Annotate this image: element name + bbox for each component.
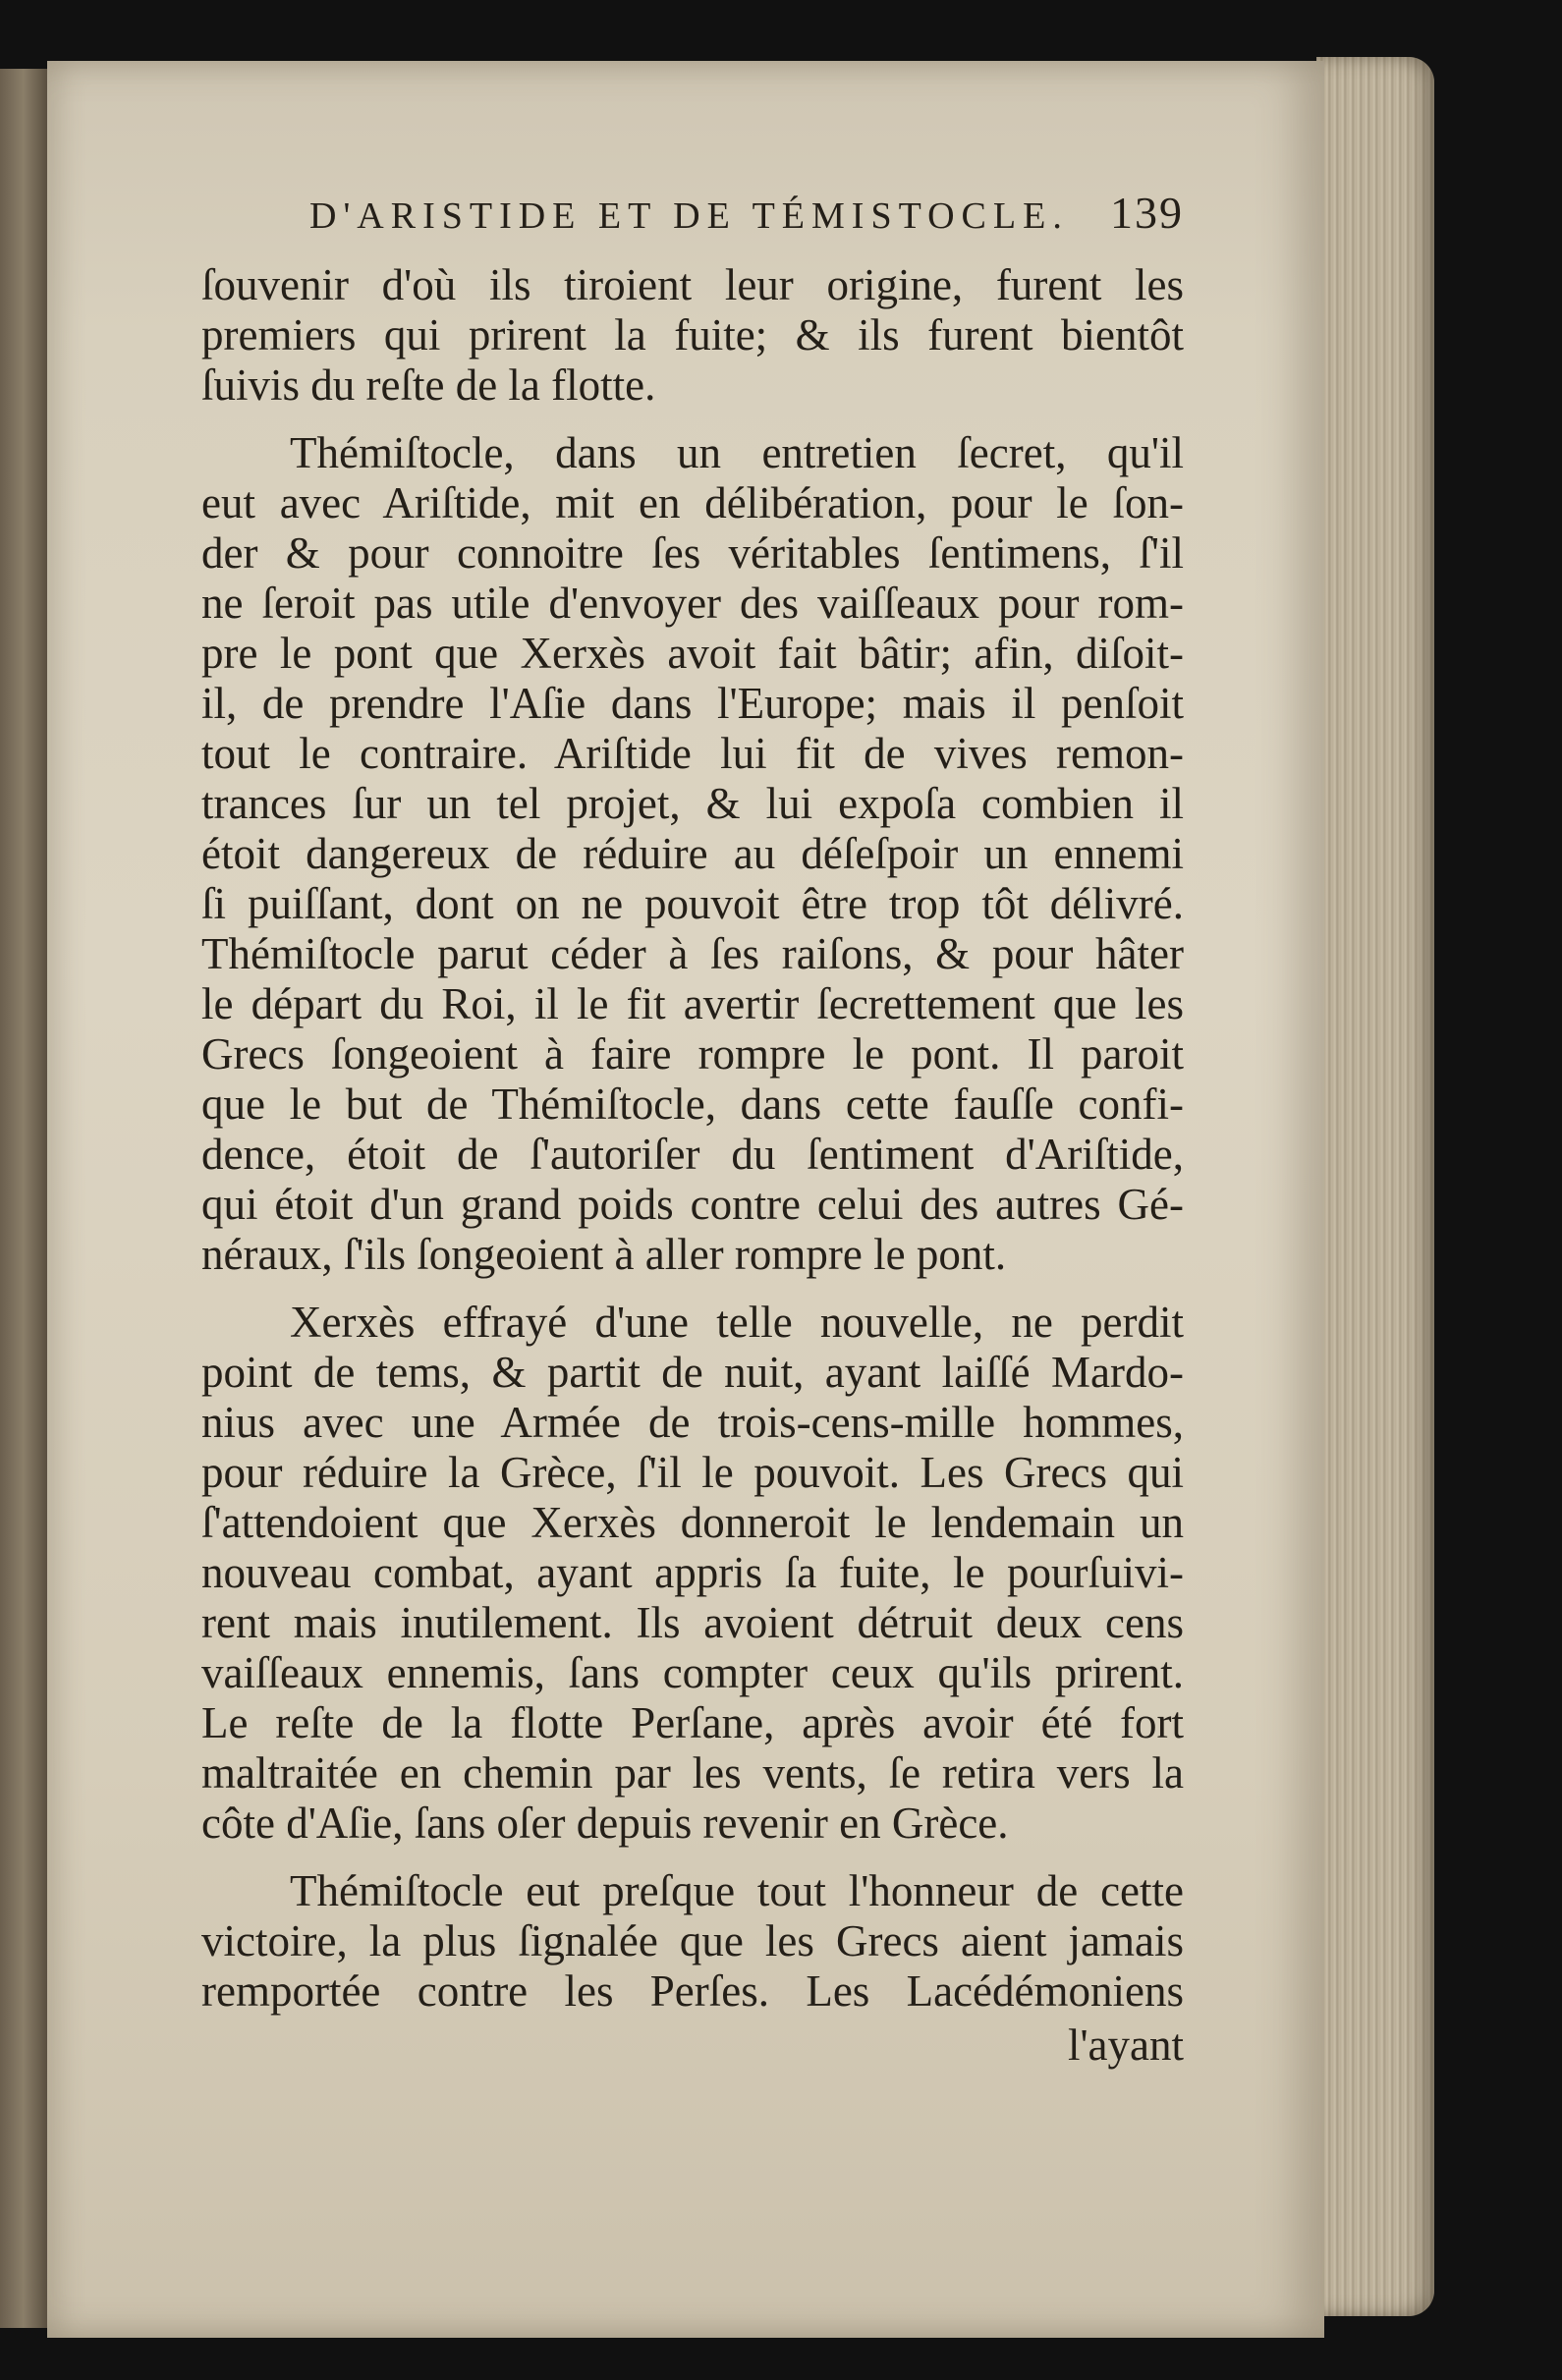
text-line: Thémiſtocle parut céder à ſes raiſons, & pour hâter [201,929,1184,978]
text-line: ne ſeroit pas utile d'envoyer des vaiſſeaux pour rom- [201,579,1184,628]
text-line: ſuivis du reſte de la flotte. [201,360,656,410]
text-line: il, de prendre l'Aſie dans l'Europe; mais il penſoit [201,679,1184,728]
paragraph-1 [201,260,1184,411]
running-header [201,187,1184,239]
text-line: premiers qui prirent la fuite; & ils furent bientôt [201,310,1184,360]
text-line: ſouvenir d'où ils tiroient leur origine, furent les [201,260,1184,309]
running-title: D'ARISTIDE ET DE TÉMISTOCLE. [309,195,1069,237]
text-line: trances ſur un tel projet, & lui expoſa combien il [201,779,1184,828]
text-line: Le reſte de la flotte Perſane, après avoir été fort [201,1698,1184,1747]
text-line: vaiſſeaux ennemis, ſans compter ceux qu'ils prirent. [201,1648,1184,1697]
paragraph-3 [201,1298,1184,1849]
paragraph-2 [201,428,1184,1280]
text-line: Thémiſtocle eut preſque tout l'honneur de cette [290,1866,1184,1915]
page-number: 139 [1110,188,1184,238]
text-line: remportée contre les Perſes. Les Lacédémoniens [201,1966,1184,2016]
text-line: Thémiſtocle, dans un entretien ſecret, qu'il [290,428,1184,477]
text-line: point de tems, & partit de nuit, ayant laiſſé Mardo- [201,1348,1184,1397]
text-line: ſi puiſſant, dont on ne pouvoit être trop tôt délivré. [201,879,1184,928]
text-line: der & pour connoitre ſes véritables ſentimens, ſ'il [201,528,1184,578]
text-line: néraux, ſ'ils ſongeoient à aller rompre le pont. [201,1230,1007,1279]
text-line: que le but de Thémiſtocle, dans cette fauſſe confi- [201,1079,1184,1129]
text-line: ſ'attendoient que Xerxès donneroit le lendemain un [201,1498,1184,1547]
text-line: côte d'Aſie, ſans oſer depuis revenir en Grèce. [201,1799,1009,1848]
text-line: tout le contraire. Ariſtide lui fit de vives remon- [201,729,1184,778]
text-line: rent mais inutilement. Ils avoient détruit deux cens [201,1598,1184,1647]
page-fore-edge [1316,57,1434,2316]
text-line: nouveau combat, ayant appris ſa fuite, le pourſuivi- [201,1548,1184,1597]
text-line: maltraitée en chemin par les vents, ſe retira vers la [201,1748,1184,1798]
text-line: victoire, la plus ſignalée que les Grecs aient jamais [201,1916,1184,1965]
text-line: Xerxès effrayé d'une telle nouvelle, ne perdit [290,1298,1184,1347]
paragraph-4 [201,1866,1184,2017]
text-line: Grecs ſongeoient à faire rompre le pont. Il paroit [201,1029,1184,1079]
text-line: pour réduire la Grèce, ſ'il le pouvoit. Les Grecs qui [201,1448,1184,1497]
text-line: dence, étoit de ſ'autoriſer du ſentiment d'Ariſtide, [201,1130,1184,1179]
catchword: l'ayant [1067,2020,1184,2070]
page-text [201,187,1184,2071]
text-line: le départ du Roi, il le fit avertir ſecrettement que les [201,979,1184,1028]
text-line: pre le pont que Xerxès avoit fait bâtir; afin, diſoit- [201,629,1184,678]
text-line: qui étoit d'un grand poids contre celui des autres Gé- [201,1180,1184,1229]
binding-edge [0,69,47,2328]
text-line: nius avec une Armée de trois-cens-mille hommes, [201,1398,1184,1447]
text-line: étoit dangereux de réduire au déſeſpoir un ennemi [201,829,1184,878]
text-line: eut avec Ariſtide, mit en délibération, pour le ſon- [201,478,1184,527]
